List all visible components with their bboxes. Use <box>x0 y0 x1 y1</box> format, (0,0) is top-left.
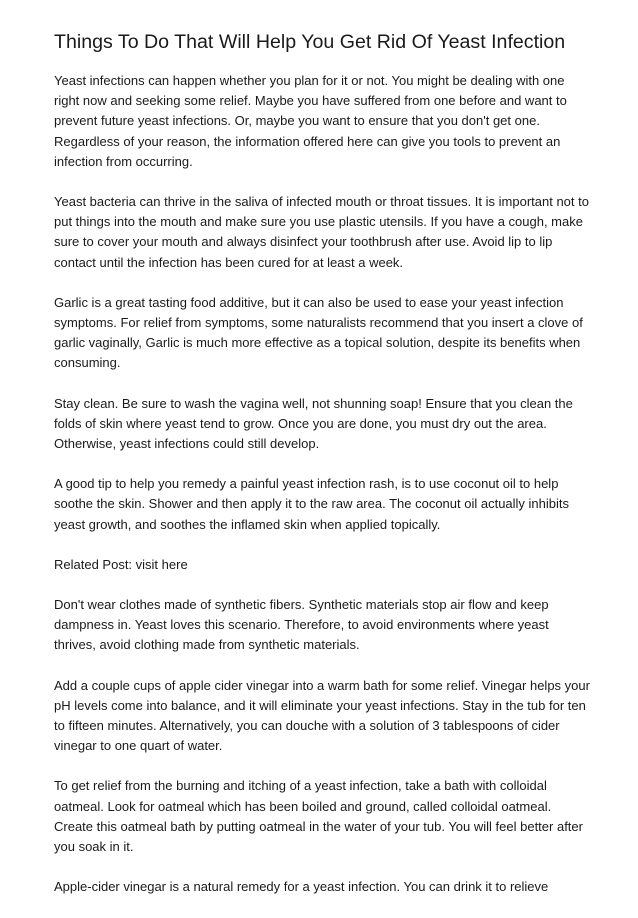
paragraph <box>54 595 594 656</box>
paragraph-line: Regardless of your reason, the information offered here can give you tools to prevent an <box>54 133 561 149</box>
paragraph-line: dampness in. Yeast loves this scenario. Therefore, to avoid environments where yeast <box>54 617 549 633</box>
paragraph-line: A good tip to help you remedy a painful yeast infection rash, is to use coconut oil to help <box>54 476 559 492</box>
paragraph-line: infection from occurring. <box>54 153 193 169</box>
paragraph <box>54 776 594 857</box>
paragraph-line: contact until the infection has been cured for at least a week. <box>54 254 404 270</box>
document-title: Things To Do That Will Help You Get Rid Of Yeast Infection <box>54 31 566 53</box>
paragraph-line: Apple-cider vinegar is a natural remedy for a yeast infection. You can drink it to relieve <box>54 879 549 895</box>
paragraph-line: prevent future yeast infections. Or, maybe you want to ensure that you don't get one. <box>54 113 540 129</box>
paragraph-line: put things into the mouth and make sure you use plastic utensils. If you have a cough, make <box>54 214 583 230</box>
paragraph-line: to fifteen minutes. Alternatively, you can douche with a solution of 3 tablespoons of cider <box>54 718 560 734</box>
paragraph-line: oatmeal. Look for oatmeal which has been boiled and ground, called colloidal oatmeal. <box>54 798 552 814</box>
paragraph-line: Otherwise, yeast infections could still develop. <box>54 436 320 452</box>
paragraph-line: consuming. <box>54 355 121 371</box>
paragraph <box>54 676 594 757</box>
paragraph-line: Stay clean. Be sure to wash the vagina well, not shunning soap! Ensure that you clean the <box>54 395 573 411</box>
paragraph <box>54 394 594 455</box>
paragraph-line: Don't wear clothes made of synthetic fibers. Synthetic materials stop air flow and keep <box>54 597 549 613</box>
paragraph <box>54 293 594 374</box>
paragraph-line: vinegar to one quart of water. <box>54 738 223 754</box>
paragraph-line: Yeast infections can happen whether you plan for it or not. You might be dealing with one <box>54 73 565 88</box>
paragraph-line: folds of skin where yeast tend to grow. Once you are done, you must dry out the area. <box>54 415 547 431</box>
paragraph <box>54 877 594 897</box>
paragraph-line: symptoms. For relief from symptoms, some naturalists recommend that you insert a clove of <box>54 315 583 331</box>
paragraph-line: pH levels come into balance, and it will eliminate your yeast infections. Stay in the tub for ten <box>54 697 586 713</box>
paragraph-line: soothe the skin. Shower and then apply it to the raw area. The coconut oil actually inhibits <box>54 496 570 512</box>
paragraph <box>54 192 594 273</box>
paragraph-line: Add a couple cups of apple cider vinegar into a warm bath for some relief. Vinegar helps your <box>54 677 590 693</box>
paragraph-line: yeast growth, and soothes the inflamed skin when applied topically. <box>54 516 441 532</box>
paragraph-line: garlic vaginally, Garlic is much more effective as a topical solution, despite its benefits when <box>54 335 581 351</box>
paragraph-line: right now and seeking some relief. Maybe you have suffered from one before and want to <box>54 93 567 109</box>
paragraph-line: Yeast bacteria can thrive in the saliva of infected mouth or throat tissues. It is important not to <box>54 194 589 210</box>
paragraph-line: sure to cover your mouth and always disinfect your toothbrush after use. Avoid lip to lip <box>54 234 553 250</box>
paragraph-line: thrives, avoid clothing made from synthetic materials. <box>54 637 360 653</box>
paragraph-line: To get relief from the burning and itching of a yeast infection, take a bath with colloidal <box>54 778 547 794</box>
related-post-line: Related Post: visit here <box>54 556 188 572</box>
paragraph-line: you soak in it. <box>54 839 134 855</box>
document-body <box>54 71 594 918</box>
paragraph-line: Create this oatmeal bath by putting oatmeal in the water of your tub. You will feel better after <box>54 818 583 834</box>
paragraph <box>54 474 594 535</box>
related-post <box>54 555 594 575</box>
paragraph-line: Garlic is a great tasting food additive, but it can also be used to ease your yeast infection <box>54 294 564 310</box>
paragraph <box>54 71 594 172</box>
